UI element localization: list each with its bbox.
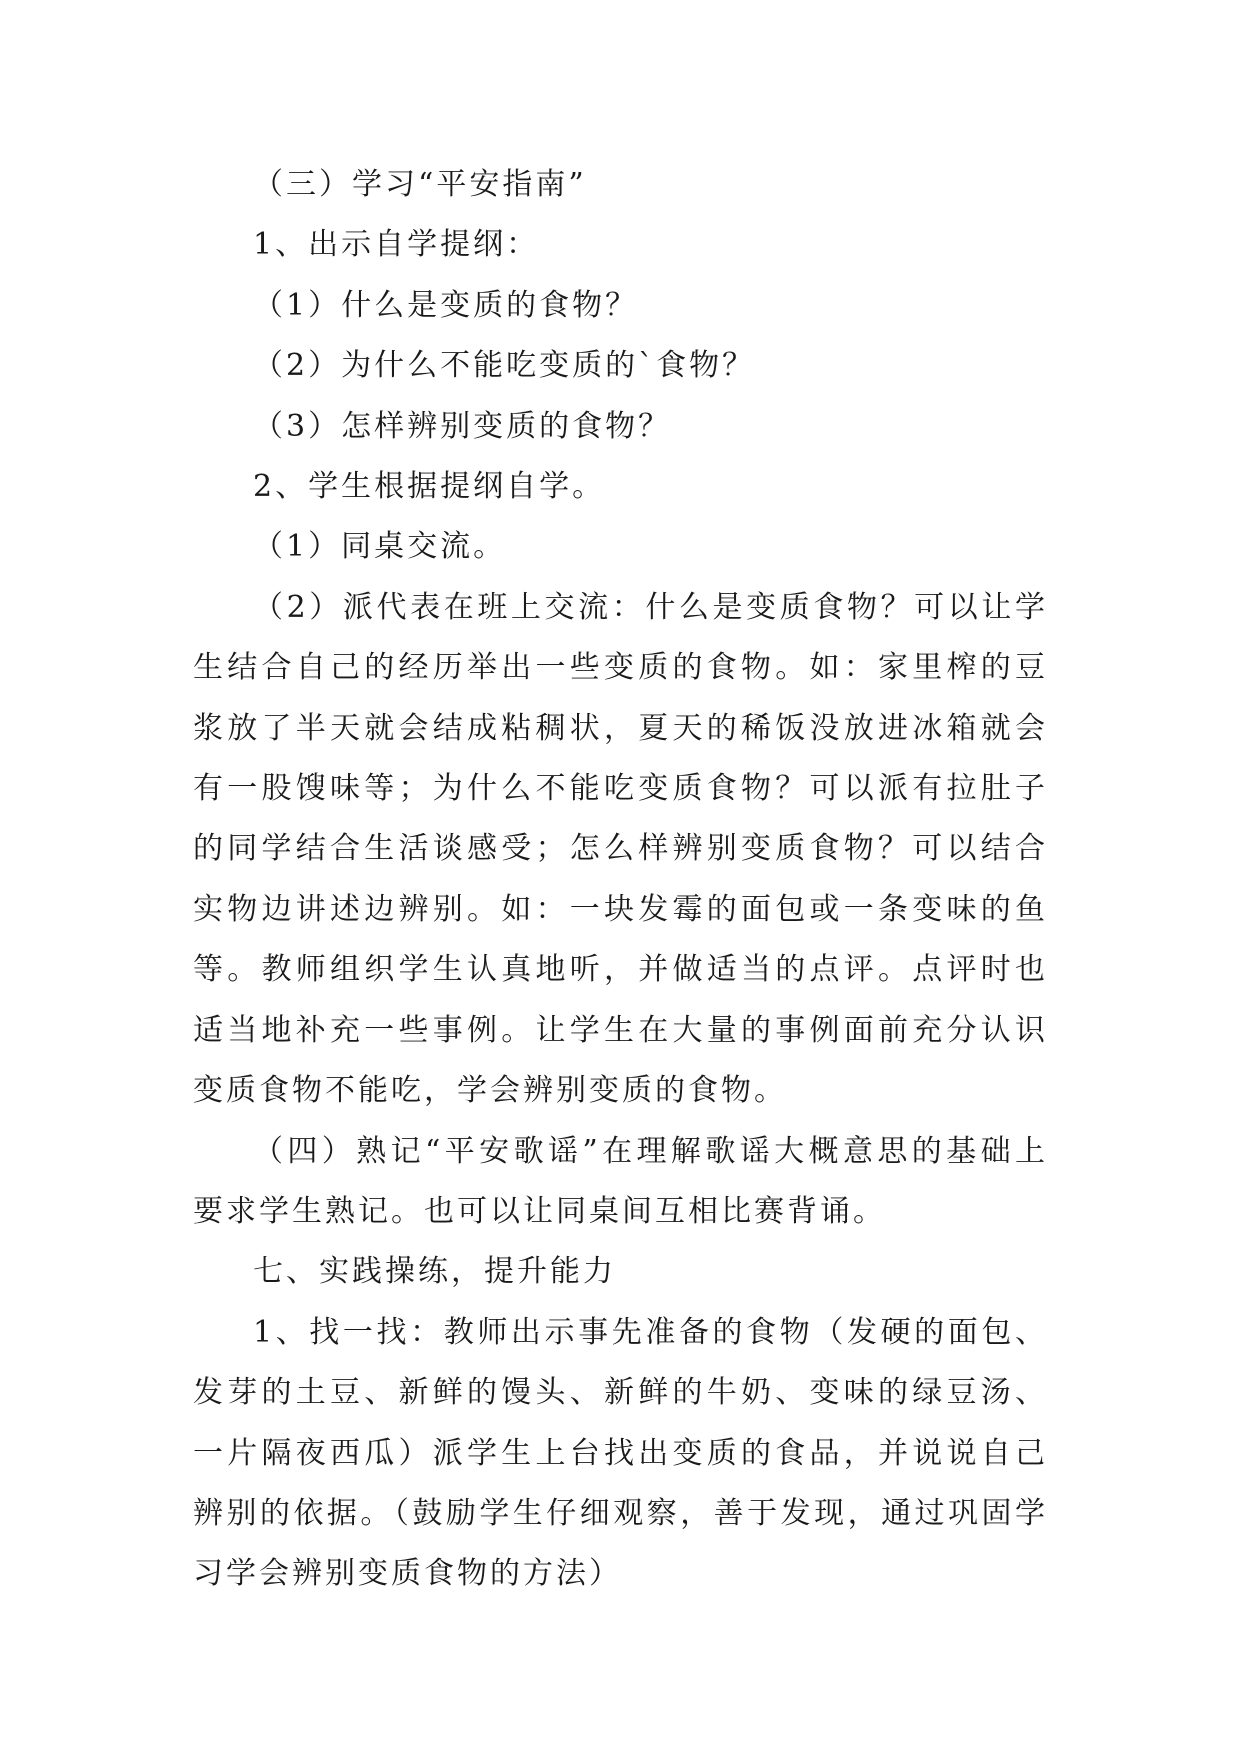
outline-question-3: （3）怎样辨别变质的食物？ [253,408,672,444]
practice-heading: 七、实践操练，提升能力 [253,1254,616,1290]
document-body [193,155,1048,1605]
outline-question-2: （2）为什么不能吃变质的`食物？ [253,348,756,384]
outline-heading: 1、出示自学提纲： [253,227,540,263]
self-study-step-1: （1）同桌交流。 [253,529,507,565]
outline-question-1: （1）什么是变质的食物？ [253,287,639,323]
self-study-step-2: （2）派代表在班上交流：什么是变质食物？可以让学生结合自己的经历举出一些变质的食物。如：家里榨的豆浆放了半天就会结成粘稠状，夏天的稀饭没放进冰箱就会有一股馊味等；为什么不能吃变质食物？可以派有拉肚子的同学结合生活谈感受；怎么样辨别变质食物？可以结合实物边讲述边辨别。如：一块发霉的面包或一条变味的鱼等。教师组织学生认真地听，并做适当的点评。点评时也适当地补充一些事例。让学生在大量的事例面前充分认识变质食物不能吃，学会辨别变质的食物。 [193,589,1048,1109]
practice-activity-1: 1、找一找：教师出示事先准备的食物（发硬的面包、发芽的土豆、新鲜的馒头、新鲜的牛奶、变味的绿豆汤、一片隔夜西瓜）派学生上台找出变质的食品，并说说自己辨别的依据。（鼓励学生仔细观察，善于发现，通过巩固学习学会辨别变质食物的方法） [193,1314,1048,1592]
section-heading-4: （四）熟记“平安歌谣”在理解歌谣大概意思的基础上要求学生熟记。也可以让同桌间互相比赛背诵。 [193,1133,1048,1229]
self-study-heading: 2、学生根据提纲自学。 [253,469,606,505]
section-heading-3: （三）学习“平安指南” [253,167,587,202]
